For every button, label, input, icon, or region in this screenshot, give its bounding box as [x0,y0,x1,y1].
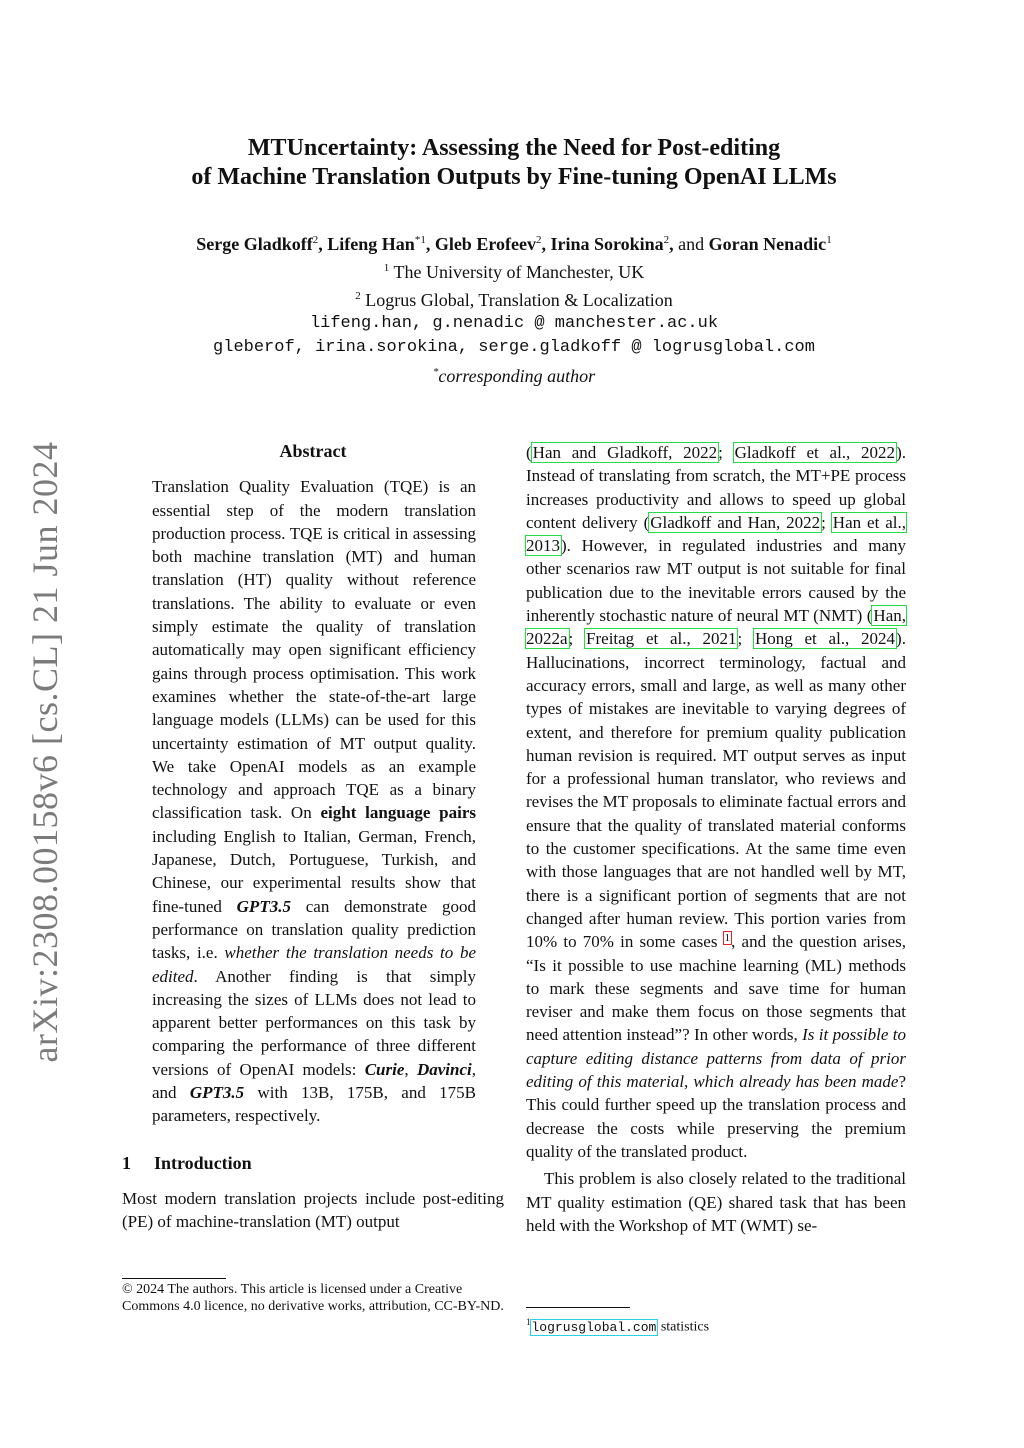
author-name: Gleb Erofeev [434,234,536,254]
author-block [100,228,928,388]
abstract-emphasis: eight language pairs [320,803,476,823]
affiliation-1 [100,256,928,284]
affiliation-mark: 2 [535,234,542,246]
separator: ; [737,629,754,649]
separator: ; [821,512,832,532]
body-text: ). However, in regulated industries and many other scenarios raw MT output is not suitable for final publication due to the inevitable errors caused by the inherently stochastic nature of neural MT (NMT) ( [526,536,906,626]
model-name: Davinci [416,1059,472,1079]
footnote-reference-link[interactable]: 1 [724,931,731,944]
citation-link[interactable]: Han et al., 2013 [526,512,906,556]
abstract-text: . Another finding is that simply increasing the sizes of LLMs does not lead to apparent better performances on this task by comparing the performance of three different versions of OpenAI models: [152,966,476,1079]
section-title: Introduction [154,1152,252,1173]
left-column [122,440,504,1234]
citation-link[interactable]: Han, 2022a [526,606,906,649]
abstract-text: with 13B, 175B, and 175B parameters, respectively. [152,1083,476,1126]
section-heading-introduction [122,1152,504,1175]
footnote-number: 1 [526,1317,531,1327]
abstract-text: , [404,1059,417,1079]
author-names: Serge Gladkoff$^2$, Lifeng Han$^{*1}$, Gleb Erofeev$^2$, Irina Sorokina$^2$, and Goran Nenadic$^1$ [196,234,832,254]
footnote-url-link[interactable]: logrusglobal.com [531,1319,657,1335]
abstract-text: Translation Quality Evaluation (TQE) is an essential step of the modern translation production process. TQE is critical in assessing both machine translation (MT) and human translation (HT) quality without reference translations. The ability to evaluate or even simply estimate the quality of translation automatically may open significant efficiency gains through process optimisation. This work examines whether the state-of-the-art large language models (LLMs) can be used for this uncertainty estimation of MT output quality. We take OpenAI models as an example technology and approach TQE as a binary classification task. On [152,477,476,823]
abstract-text: can demonstrate good performance on translation quality prediction tasks, i.e. [152,896,476,963]
author-name: Irina Sorokina [550,234,664,254]
title-line-2: of Machine Translation Outputs by Fine-tuning OpenAI LLMs [191,164,837,190]
abstract-heading: Abstract [279,441,347,461]
right-paragraph-2: This problem is also closely related to the traditional MT quality estimation (QE) shared task that has been held with the Workshop of MT (WMT) se- [526,1169,906,1235]
model-name: Curie [364,1059,405,1079]
affiliation-mark: 2 [312,234,319,246]
affiliation-mark: 1 [826,234,832,246]
affiliation-mark: *1 [414,234,426,246]
right-paragraph-1: (Han and Gladkoff, 2022; Gladkoff et al., 2022). Instead of translating from scratch, the MT+PE process increases productivity and allows to speed up global content delivery (Gladkoff and Han, 2022; Han et al., 2013). However, in regulated industries and many other scenarios raw MT output is not suitable for final publication due to the inevitable errors caused by the inherently stochastic nature of neural MT (NMT) (Han, 2022a; Freitag et al., 2021; Hong et al., 2024). Hallucinations, incorrect terminology, factual and accuracy errors, small and large, as well as many other types of mistakes are inevitable to varying degrees of extent, and therefore for premium quality publication human revision is required. MT output serves as input for a professional human translator, who reviews and revises the MT proposals to eliminate factual errors and ensure that the quality of translated material conforms to the customer specifications. At the same time even with those languages that are not handled well by MT, there is a significant portion of segments that are not changed after human review. This portion varies from 10% to 70% in some cases $^1$, and the question arises, “Is it possible to use machine learning (ML) methods to mark these segments and save time for human reviser and make them focus on those segments that need attention instead”? In other words, Is it possible to capture editing distance patterns from data of prior editing of this material, which already has been made? This could further speed up the translation process and decrease the costs while preserving the premium quality of the translated product. [526,443,906,1161]
url-footnote [526,1314,906,1336]
abstract-italic: whether the translation needs to be edited [152,943,476,986]
abstract-body [152,475,476,1127]
license-footnote: © 2024 The authors. This article is licensed under a Creative Commons 4.0 licence, no derivative works, attribution, CC-BY-ND. [122,1282,504,1314]
citation-link[interactable]: Gladkoff et al., 2022 [734,443,896,462]
model-name: GPT3.5 [236,896,291,916]
author-name: Goran Nenadic [708,234,827,254]
footnote-divider [526,1307,630,1308]
affiliation-mark: 2 [663,234,670,246]
citation-link[interactable]: Han and Gladkoff, 2022 [532,443,718,462]
title-line-1: MTUncertainty: Assessing the Need for Post-editing [247,135,781,161]
affiliation-mark: 1 [383,262,390,274]
corresponding-author-note [100,360,928,388]
abstract-text: including English to Italian, German, French, Japanese, Dutch, Portuguese, Turkish, and Chinese, our experimental results show that fine-tuned [152,826,476,916]
footnote-text: statistics [657,1319,710,1335]
author-name: Lifeng Han [327,234,415,254]
affiliation-2 [100,284,928,312]
affiliation-text: Logrus Global, Translation & Localization [365,290,673,310]
corresponding-text: corresponding author [438,366,596,386]
footnote-divider [122,1278,226,1279]
intro-paragraph: Most modern translation projects include post-editing (PE) of machine-translation (MT) output [122,1188,504,1232]
citation-link[interactable]: Gladkoff and Han, 2022 [650,512,821,532]
arxiv-identifier: arXiv:2308.00158v6 [cs.CL] 21 Jun 2024 [25,441,65,1063]
body-text: ? This could further speed up the translation process and decrease the costs while preserving the premium quality of the translated product. [526,1072,906,1161]
right-column [526,441,906,1237]
paper-title [100,134,928,192]
separator: ; [568,629,586,649]
affiliation-text: The University of Manchester, UK [393,262,645,282]
model-name: GPT3.5 [189,1083,245,1103]
separator: ; [718,443,734,462]
body-italic: Is it possible to capture editing distance patterns from data of prior editing of this material, which already has been made [526,1025,906,1092]
author-conjunction: and [678,234,705,254]
email-line-2: gleberof, irina.sorokina, serge.gladkoff @ logrusglobal.com [213,338,815,357]
citation-link[interactable]: Hong et al., 2024 [754,629,896,649]
email-line-1: lifeng.han, g.nenadic @ manchester.ac.uk [309,314,719,333]
body-text: , and the question arises, “Is it possible to use machine learning (ML) methods to mark these segments and save time for human reviser and make them focus on those segments that need attention instead”? In other words, [526,932,906,1045]
author-name: Serge Gladkoff [196,234,313,254]
affiliation-mark: 2 [355,290,361,302]
body-text: ). Instead of translating from scratch, the MT+PE process increases productivity and allows to speed up global content delivery ( [526,443,906,532]
citation-link[interactable]: Freitag et al., 2021 [586,629,737,649]
section-number: 1 [122,1152,131,1173]
abstract-text: , and [152,1059,476,1103]
body-text: ). Hallucinations, incorrect terminology, factual and accuracy errors, small and large, as well as many other types of mistakes are inevitable to varying degrees of extent, and therefore for premium quality publication human revision is required. MT output serves as input for a professional human translator, who reviews and revises the MT proposals to eliminate factual errors and ensure that the quality of translated material conforms to the customer specifications. At the same time even with those languages that are not handled well by MT, there is a significant portion of segments that are not changed after human review. This portion varies from 10% to 70% in some cases [526,629,906,952]
corresponding-mark: * [432,366,439,378]
